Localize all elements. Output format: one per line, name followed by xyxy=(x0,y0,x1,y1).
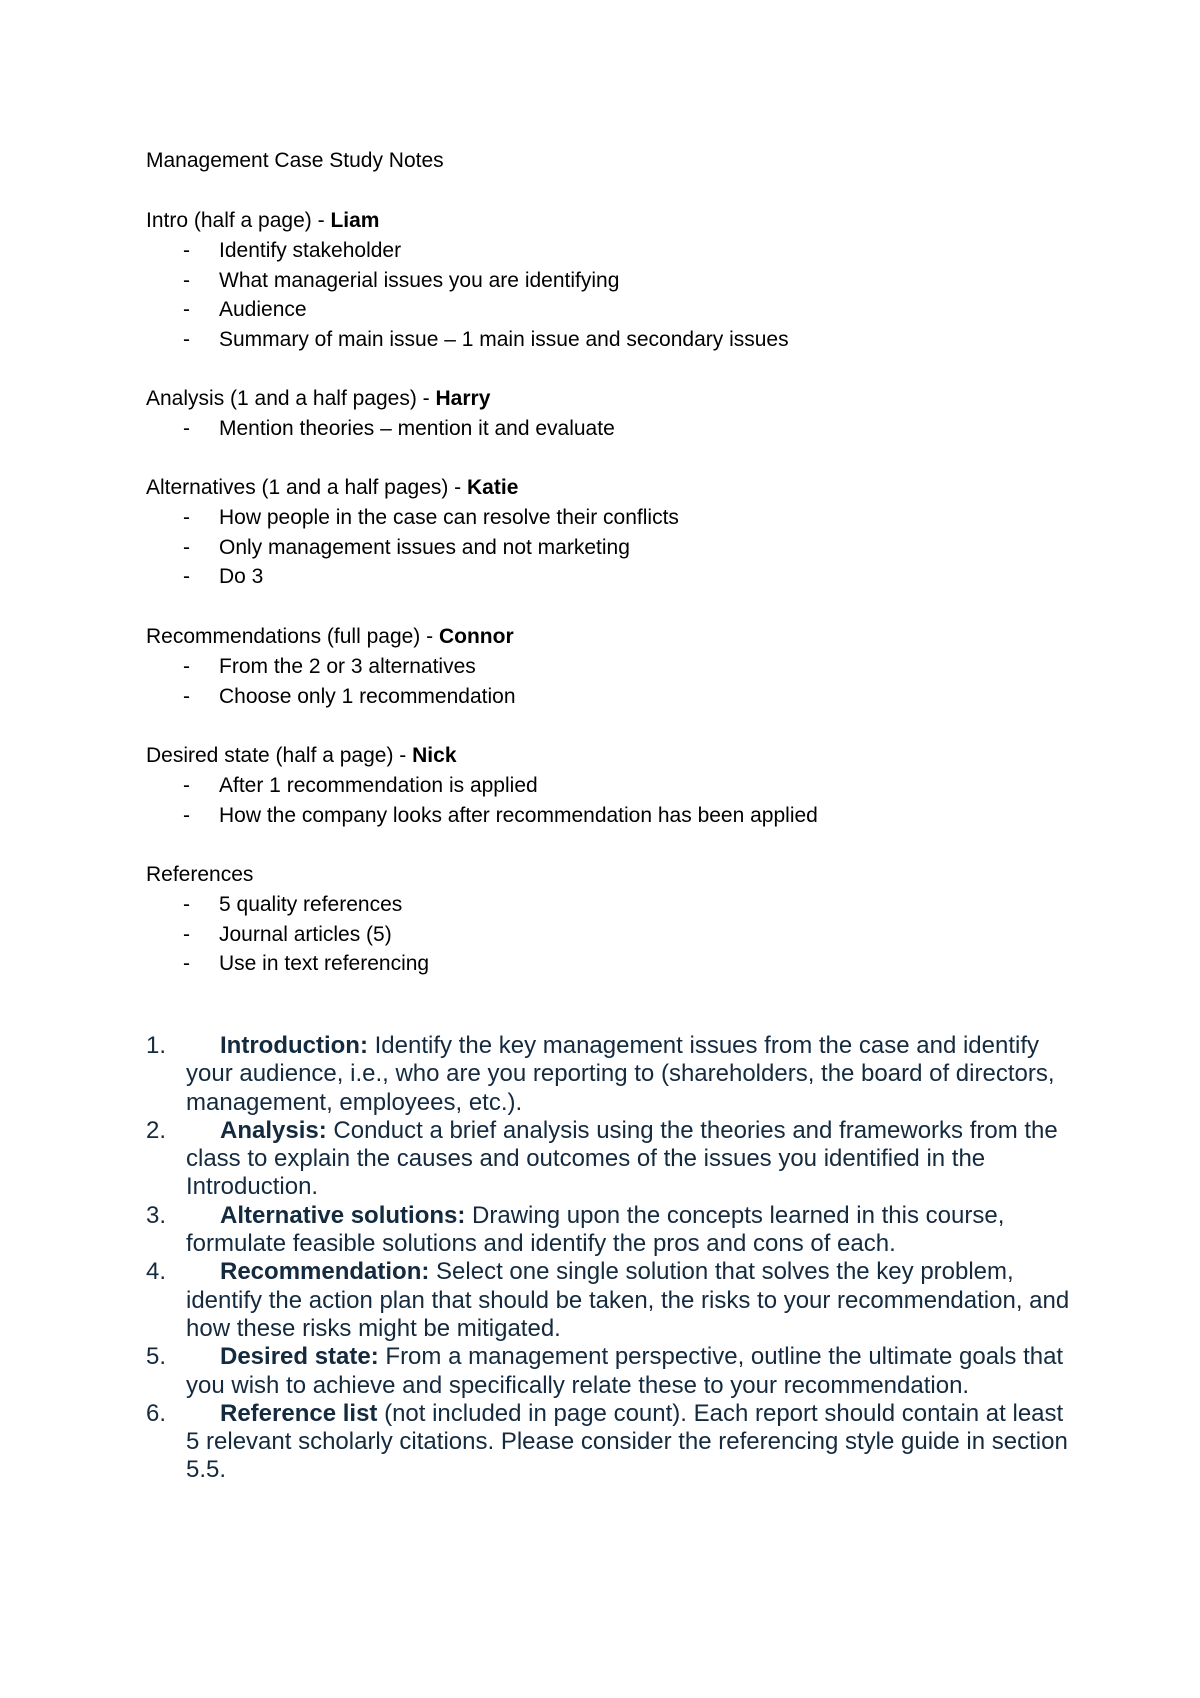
section-intro xyxy=(146,206,1106,354)
bullet-item xyxy=(146,414,1106,444)
section-heading-text: Alternatives (1 and a half pages) - xyxy=(146,476,468,499)
item-number: 4. xyxy=(146,1258,167,1286)
item-label: Reference list xyxy=(220,1399,378,1427)
bullet-item xyxy=(146,949,1106,979)
bullet-item xyxy=(146,920,1106,950)
item-text: Conduct a brief analysis using the theories and frameworks from the class to explain the causes and outcomes of the issues you identified in the Introduction. xyxy=(186,1116,1058,1201)
item-number: 1. xyxy=(146,1032,167,1059)
item-label: Analysis: xyxy=(220,1116,327,1144)
section-heading xyxy=(146,206,1106,236)
bullet-marker: - xyxy=(183,893,190,916)
bullet-item xyxy=(146,295,1106,325)
bullet-text: Do 3 xyxy=(219,565,264,588)
item-label: Desired state: xyxy=(220,1343,379,1371)
bullet-marker: - xyxy=(183,298,190,321)
numbered-item-recommendation xyxy=(146,1258,1076,1343)
item-label: Introduction: xyxy=(220,1032,368,1059)
item-text: From a management perspective, outline the ultimate goals that you wish to achieve and specifically relate these to your recommendation. xyxy=(186,1343,1064,1399)
numbered-item-introduction xyxy=(146,1032,1076,1117)
section-heading-text: Desired state (half a page) - xyxy=(146,744,413,767)
bullet-text: Use in text referencing xyxy=(219,952,430,975)
section-heading-text: Recommendations (full page) - xyxy=(146,625,439,648)
item-text: Drawing upon the concepts learned in this course, formulate feasible solutions and identify the pros and cons of each. xyxy=(186,1201,1005,1258)
bullet-item xyxy=(146,771,1106,801)
section-heading xyxy=(146,384,1106,414)
section-heading-text: Intro (half a page) - xyxy=(146,209,331,232)
document-title: Management Case Study Notes xyxy=(146,149,444,172)
bullet-item xyxy=(146,801,1106,831)
bullet-item xyxy=(146,652,1106,682)
section-heading xyxy=(146,741,1106,771)
section-recommendations xyxy=(146,622,1106,711)
section-assignee: Connor xyxy=(438,625,514,648)
numbered-item-desired-state xyxy=(146,1343,1076,1400)
numbered-item-analysis xyxy=(146,1117,1076,1202)
bullet-item xyxy=(146,562,1106,592)
bullet-marker: - xyxy=(183,327,190,351)
section-heading xyxy=(146,473,1106,503)
item-text: Identify the key management issues from the case and identify your audience, i.e., who are you reporting to (shareholders, the board of directors, management, employees, etc.). xyxy=(186,1032,1055,1116)
item-label: Recommendation: xyxy=(220,1258,430,1286)
bullet-marker: - xyxy=(183,803,190,827)
section-heading xyxy=(146,860,1106,890)
item-label: Alternative solutions: xyxy=(220,1201,466,1229)
bullet-text: Mention theories – mention it and evaluate xyxy=(219,417,615,440)
bullet-text: What managerial issues you are identifying xyxy=(219,268,620,292)
bullet-marker: - xyxy=(183,684,190,708)
bullet-item xyxy=(146,325,1106,355)
item-number: 5. xyxy=(146,1343,167,1371)
bullet-marker: - xyxy=(183,655,190,678)
bullet-item xyxy=(146,266,1106,296)
item-text: Select one single solution that solves the key problem, identify the action plan that should be taken, the risks to your recommendation, and how these risks might be mitigated. xyxy=(186,1258,1070,1342)
bullet-text: Audience xyxy=(219,298,307,321)
bullet-marker: - xyxy=(183,774,190,797)
numbered-requirements-list xyxy=(146,1032,1076,1485)
section-analysis xyxy=(146,384,1106,444)
bullet-text: 5 quality references xyxy=(219,893,403,916)
bullet-item xyxy=(146,682,1106,712)
bullet-text: Summary of main issue – 1 main issue and secondary issues xyxy=(219,327,789,351)
bullet-text: Only management issues and not marketing xyxy=(219,535,630,559)
section-desired-state xyxy=(146,741,1106,830)
bullet-marker: - xyxy=(183,952,190,975)
bullet-marker: - xyxy=(183,565,190,588)
numbered-item-reference-list xyxy=(146,1400,1076,1485)
item-number: 6. xyxy=(146,1399,167,1427)
section-heading-text: References xyxy=(146,863,254,886)
bullet-text: How people in the case can resolve their conflicts xyxy=(219,506,679,529)
section-references xyxy=(146,860,1106,979)
section-heading-text: Analysis (1 and a half pages) - xyxy=(146,387,436,410)
section-alternatives xyxy=(146,473,1106,592)
bullet-marker: - xyxy=(183,506,190,529)
section-assignee: Nick xyxy=(412,744,457,767)
bullet-marker: - xyxy=(183,268,190,292)
bullet-item xyxy=(146,503,1106,533)
bullet-text: Journal articles (5) xyxy=(219,922,392,946)
bullet-item xyxy=(146,890,1106,920)
item-number: 3. xyxy=(146,1201,167,1229)
section-assignee: Liam xyxy=(330,209,380,232)
bullet-marker: - xyxy=(183,535,190,559)
bullet-text: How the company looks after recommendation has been applied xyxy=(219,803,818,827)
bullet-marker: - xyxy=(183,239,190,262)
bullet-marker: - xyxy=(183,922,190,946)
numbered-item-alternative-solutions xyxy=(146,1202,1076,1259)
section-assignee: Katie xyxy=(467,476,519,499)
section-assignee: Harry xyxy=(435,387,491,410)
bullet-text: After 1 recommendation is applied xyxy=(219,774,538,797)
item-text: (not included in page count). Each report should contain at least 5 relevant scholarly citations. Please consider the referencing style guide in section 5.5. xyxy=(186,1399,1068,1484)
section-heading xyxy=(146,622,1106,652)
bullet-item xyxy=(146,236,1106,266)
bullet-text: Identify stakeholder xyxy=(219,239,402,262)
bullet-item xyxy=(146,533,1106,563)
bullet-text: From the 2 or 3 alternatives xyxy=(219,655,476,678)
bullet-marker: - xyxy=(183,417,190,440)
bullet-text: Choose only 1 recommendation xyxy=(219,684,516,708)
item-number: 2. xyxy=(146,1116,167,1144)
